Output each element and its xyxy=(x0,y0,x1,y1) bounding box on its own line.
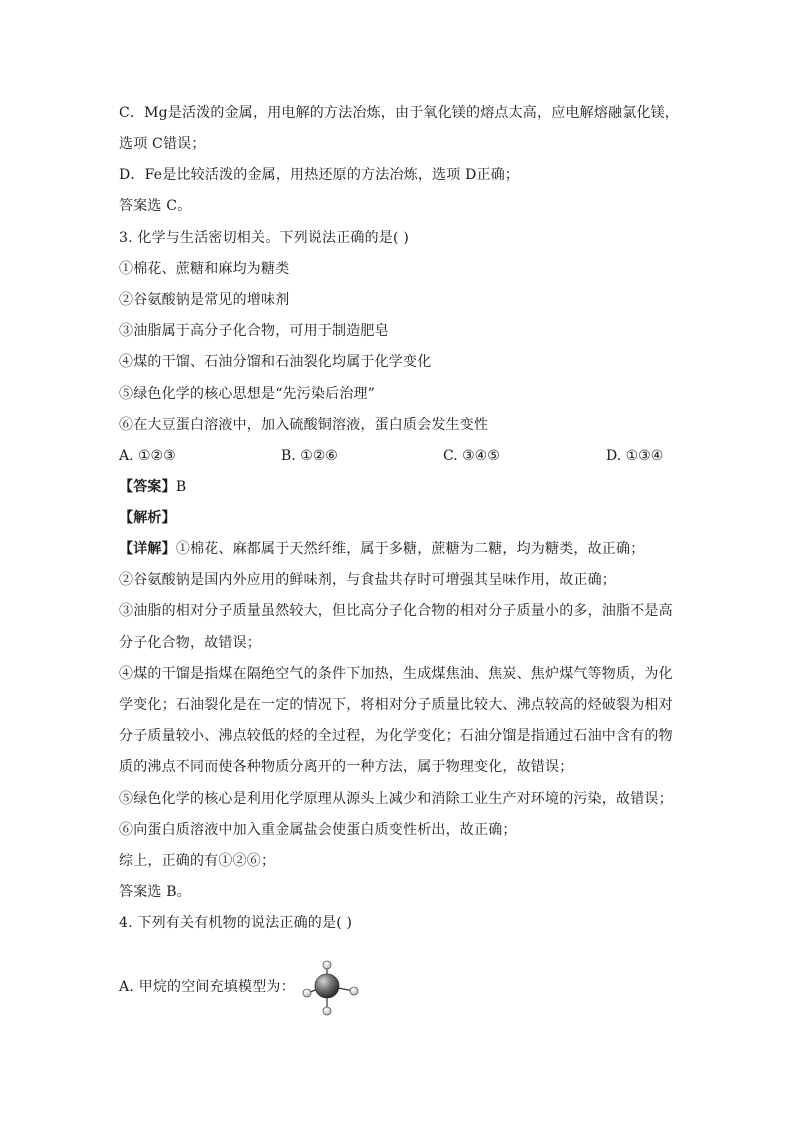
analysis-heading: 【解析】 xyxy=(119,510,176,526)
explanation-text: ①棉花、麻都属于天然纤维，属于多糖，蔗糖为二糖，均为糖类，故正确； xyxy=(175,541,645,557)
answer-options xyxy=(119,446,679,466)
statement-1: ①棉花、蔗糖和麻均为糖类 xyxy=(119,261,290,277)
answer-heading: 【答案】 xyxy=(119,479,176,495)
explanation-4: ④煤的干馏是指煤在隔绝空气的条件下加热，生成煤焦油、焦炭、焦炉煤气等物质，为化 xyxy=(119,666,673,682)
statement-4: ④煤的干馏、石油分馏和石油裂化均属于化学变化 xyxy=(119,354,432,370)
option-d: D. ①③④ xyxy=(606,448,664,464)
option-b: B. ①②⑥ xyxy=(281,448,338,464)
question-4-stem: 4. 下列有关有机物的说法正确的是( ) xyxy=(119,915,353,931)
text-line: C．Mg是活泼的金属，用电解的方法冶炼，由于氧化镁的熔点太高，应电解熔融氯化镁， xyxy=(119,105,680,121)
final-answer-line: 答案选 B。 xyxy=(119,884,191,900)
text-line: 答案选 C。 xyxy=(119,198,192,214)
explanation-3-cont: 分子化合物，故错误； xyxy=(119,635,261,651)
text-line: 选项 C错误； xyxy=(119,136,206,152)
detail-heading: 【详解】 xyxy=(119,541,176,557)
explanation-4-cont: 分子质量较小、沸点较低的烃的全过程，为化学变化；石油分馏是指通过石油中含有的物 xyxy=(119,728,673,744)
hydrogen-atom xyxy=(350,987,358,995)
summary-line: 综上，正确的有①②⑥； xyxy=(119,853,276,869)
explanation-5: ⑤绿色化学的核心是利用化学原理从源头上减少和消除工业生产对环境的污染，故错误； xyxy=(119,791,673,807)
question-3-stem: 3. 化学与生活密切相关。下列说法正确的是( ) xyxy=(119,230,409,246)
option-c: C. ③④⑤ xyxy=(443,448,500,464)
explanation-2: ②谷氨酸钠是国内外应用的鲜味剂，与食盐共存时可增强其呈味作用，故正确； xyxy=(119,572,616,588)
hydrogen-atom xyxy=(323,961,331,969)
text-line: D．Fe是比较活泼的金属，用热还原的方法冶炼，选项 D正确； xyxy=(119,167,520,183)
question-4-option-a: A. 甲烷的空间充填模型为： xyxy=(119,979,295,995)
hydrogen-atom xyxy=(323,1007,331,1015)
option-a: A. ①②③ xyxy=(119,448,176,464)
hydrogen-atom xyxy=(303,989,311,997)
explanation-1 xyxy=(119,539,644,559)
methane-space-filling-model xyxy=(298,960,370,1018)
carbon-atom xyxy=(315,974,339,998)
answer-value: B xyxy=(175,479,187,495)
explanation-4-cont: 质的沸点不同而使各种物质分离开的一种方法，属于物理变化，故错误； xyxy=(119,759,574,775)
statement-2: ②谷氨酸钠是常见的增味剂 xyxy=(119,292,290,308)
answer-line xyxy=(119,477,186,497)
explanation-6: ⑥向蛋白质溶液中加入重金属盐会使蛋白质变性析出，故正确； xyxy=(119,822,517,838)
explanation-4-cont: 学变化；石油裂化是在一定的情况下，将相对分子质量比较大、沸点较高的烃破裂为相对 xyxy=(119,697,673,713)
statement-5: ⑤绿色化学的核心思想是“先污染后治理” xyxy=(119,386,376,402)
statement-3: ③油脂属于高分子化合物，可用于制造肥皂 xyxy=(119,323,389,339)
explanation-3: ③油脂的相对分子质量虽然较大，但比高分子化合物的相对分子质量小的多，油脂不是高 xyxy=(119,603,673,619)
statement-6: ⑥在大豆蛋白溶液中，加入硫酸铜溶液，蛋白质会发生变性 xyxy=(119,417,489,433)
